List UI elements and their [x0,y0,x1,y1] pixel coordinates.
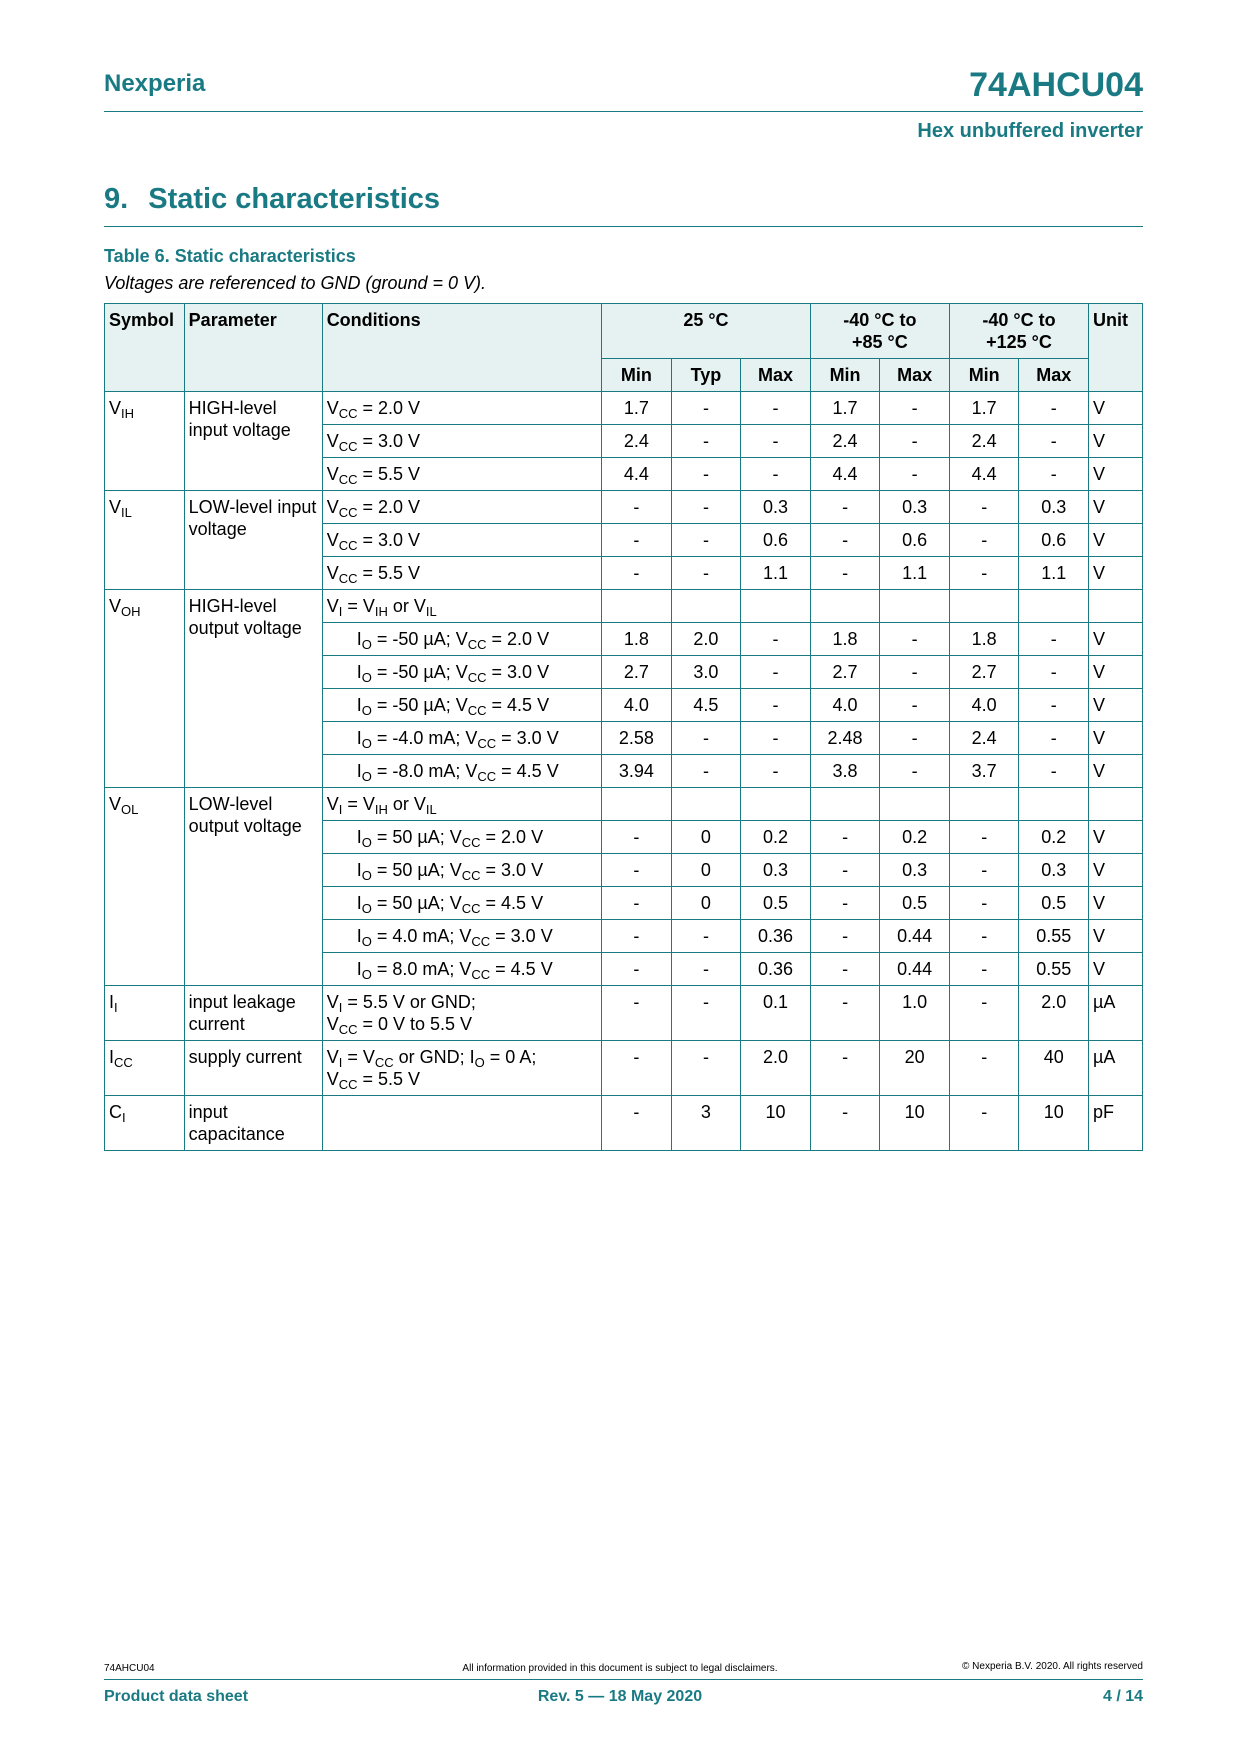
symbol-cell: $V_{OL}$ [105,788,185,986]
parameter-cell: input capacitance [184,1096,322,1151]
min-25c-cell: 4.0 [602,689,672,722]
table-row [105,986,1143,1041]
footer-divider [104,1679,1143,1680]
symbol-cell: $I_I$ [105,986,185,1041]
min-25c-cell: - [602,986,672,1041]
min-85c-cell [810,590,880,623]
unit-cell: V [1089,491,1143,524]
max-25c-cell [741,788,811,821]
min-125c-cell: - [949,491,1019,524]
min-85c-cell: - [810,1096,880,1151]
table-row [105,788,1143,821]
min-85c-cell [810,788,880,821]
min-125c-cell: - [949,1096,1019,1151]
min-25c-cell: 2.7 [602,656,672,689]
table-body [105,392,1143,1151]
conditions-cell: $V_I = V_{IH}$ or $V_{IL}$ [322,788,601,821]
min-25c-cell: - [602,524,672,557]
header-symbol: Symbol [105,304,185,392]
typ-25c-cell: - [671,920,741,953]
max-125c-cell: 2.0 [1019,986,1089,1041]
min-85c-cell: - [810,557,880,590]
typ-25c-cell [671,788,741,821]
max-125c-cell: - [1019,656,1089,689]
conditions-cell: $V_{CC} = 3.0$ V [322,425,601,458]
typ-25c-cell: 4.5 [671,689,741,722]
max-25c-cell: 0.3 [741,854,811,887]
max-125c-cell: - [1019,425,1089,458]
max-85c-cell: 0.3 [880,854,950,887]
min-85c-cell: 2.4 [810,425,880,458]
conditions-cell: $V_I = 5.5$ V or GND; $V_{CC} = 0$ V to 5.5 V [322,986,601,1041]
max-125c-cell: - [1019,392,1089,425]
table-caption: Table 6. Static characteristics [104,246,356,266]
parameter-cell: LOW-level output voltage [184,788,322,986]
min-25c-cell: 1.8 [602,623,672,656]
min-125c-cell: 2.7 [949,656,1019,689]
unit-cell: µA [1089,986,1143,1041]
min-25c-cell [602,590,672,623]
max-85c-cell: 10 [880,1096,950,1151]
section-title: Static characteristics [148,183,441,215]
conditions-cell: $I_O = -50$ µA; $V_{CC} = 4.5$ V [322,689,601,722]
conditions-cell: $V_{CC} = 5.5$ V [322,458,601,491]
max-25c-cell: - [741,755,811,788]
table-row [105,1096,1143,1151]
max-25c-cell: - [741,623,811,656]
min-25c-cell: - [602,557,672,590]
header-125c-line2: +125 °C [986,332,1052,352]
min-25c-cell: 4.4 [602,458,672,491]
typ-25c-cell: - [671,491,741,524]
max-25c-cell: 0.3 [741,491,811,524]
min-125c-cell: 1.7 [949,392,1019,425]
header-typ: Typ [671,359,741,392]
unit-cell: V [1089,722,1143,755]
max-125c-cell: 0.55 [1019,953,1089,986]
footer-page-number: 4 / 14 [1102,1688,1143,1705]
min-85c-cell: 2.48 [810,722,880,755]
min-25c-cell: 2.58 [602,722,672,755]
max-85c-cell: 0.5 [880,887,950,920]
brand-name: Nexperia [104,70,206,97]
conditions-cell: $V_I = V_{CC}$ or GND; $I_O = 0$ A; $V_{CC} = 5.5$ V [322,1041,601,1096]
conditions-cell [322,1096,601,1151]
max-125c-cell: - [1019,689,1089,722]
conditions-cell: $I_O = -8.0$ mA; $V_{CC} = 4.5$ V [322,755,601,788]
header-125c [949,304,1088,359]
min-85c-cell: 2.7 [810,656,880,689]
header-divider [104,111,1143,112]
max-85c-cell: - [880,689,950,722]
min-125c-cell: - [949,920,1019,953]
min-85c-cell: - [810,920,880,953]
section-divider [104,226,1143,227]
max-85c-cell: 0.3 [880,491,950,524]
header-85c-line1: -40 °C to [843,310,917,330]
min-125c-cell: 2.4 [949,722,1019,755]
min-125c-cell: - [949,986,1019,1041]
min-25c-cell [602,788,672,821]
document-subtitle: Hex unbuffered inverter [917,120,1143,142]
header-85c-line2: +85 °C [851,332,908,352]
min-25c-cell: - [602,1096,672,1151]
max-25c-cell: 0.2 [741,821,811,854]
typ-25c-cell: - [671,953,741,986]
section-heading [104,183,440,216]
unit-cell: V [1089,821,1143,854]
max-85c-cell: 1.0 [880,986,950,1041]
typ-25c-cell: - [671,755,741,788]
header-max: Max [741,359,811,392]
footer-document-type: Product data sheet [104,1688,249,1705]
conditions-cell: $I_O = -4.0$ mA; $V_{CC} = 3.0$ V [322,722,601,755]
min-85c-cell: 1.7 [810,392,880,425]
static-characteristics-table [104,303,1143,1151]
min-85c-cell: - [810,953,880,986]
typ-25c-cell: - [671,986,741,1041]
unit-cell: µA [1089,1041,1143,1096]
max-125c-cell: - [1019,458,1089,491]
parameter-cell: LOW-level input voltage [184,491,322,590]
unit-cell: V [1089,623,1143,656]
max-85c-cell: - [880,425,950,458]
min-25c-cell: 3.94 [602,755,672,788]
min-85c-cell: 1.8 [810,623,880,656]
min-85c-cell: - [810,524,880,557]
section-number: 9. [104,183,129,215]
min-125c-cell: 4.4 [949,458,1019,491]
max-25c-cell: 1.1 [741,557,811,590]
typ-25c-cell: 3 [671,1096,741,1151]
typ-25c-cell: - [671,1041,741,1096]
header-85c [810,304,949,359]
conditions-cell: $I_O = 50$ µA; $V_{CC} = 3.0$ V [322,854,601,887]
min-125c-cell: 2.4 [949,425,1019,458]
conditions-cell: $V_{CC} = 2.0$ V [322,491,601,524]
min-85c-cell: 4.4 [810,458,880,491]
min-85c-cell: - [810,1041,880,1096]
min-125c-cell: - [949,821,1019,854]
header-max: Max [880,359,950,392]
max-85c-cell: 0.44 [880,953,950,986]
unit-cell: V [1089,887,1143,920]
typ-25c-cell: - [671,557,741,590]
max-125c-cell: 0.3 [1019,854,1089,887]
max-25c-cell: 0.36 [741,953,811,986]
table-row [105,491,1143,524]
max-85c-cell [880,590,950,623]
max-85c-cell: 0.6 [880,524,950,557]
typ-25c-cell: 0 [671,854,741,887]
unit-cell: V [1089,524,1143,557]
table-note: Voltages are referenced to GND (ground = 0 V). [104,273,487,293]
max-25c-cell: 0.5 [741,887,811,920]
min-25c-cell: 1.7 [602,392,672,425]
min-125c-cell [949,590,1019,623]
max-125c-cell [1019,788,1089,821]
typ-25c-cell: 0 [671,821,741,854]
symbol-cell: $I_{CC}$ [105,1041,185,1096]
max-125c-cell: 1.1 [1019,557,1089,590]
max-25c-cell: 2.0 [741,1041,811,1096]
table-row [105,590,1143,623]
max-85c-cell: - [880,392,950,425]
min-125c-cell: 3.7 [949,755,1019,788]
min-25c-cell: - [602,953,672,986]
min-25c-cell: - [602,1041,672,1096]
unit-cell: V [1089,392,1143,425]
parameter-cell: HIGH-level input voltage [184,392,322,491]
unit-cell [1089,788,1143,821]
typ-25c-cell: 0 [671,887,741,920]
max-85c-cell: - [880,755,950,788]
max-85c-cell: - [880,656,950,689]
unit-cell: V [1089,425,1143,458]
unit-cell: V [1089,458,1143,491]
typ-25c-cell: - [671,425,741,458]
min-25c-cell: - [602,854,672,887]
min-85c-cell: - [810,491,880,524]
max-25c-cell: - [741,425,811,458]
table-row [105,1041,1143,1096]
typ-25c-cell [671,590,741,623]
typ-25c-cell: 3.0 [671,656,741,689]
parameter-cell: input leakage current [184,986,322,1041]
max-85c-cell [880,788,950,821]
max-125c-cell: 40 [1019,1041,1089,1096]
typ-25c-cell: 2.0 [671,623,741,656]
min-125c-cell: 1.8 [949,623,1019,656]
min-125c-cell: - [949,953,1019,986]
typ-25c-cell: - [671,458,741,491]
symbol-cell: $V_{IL}$ [105,491,185,590]
unit-cell: V [1089,755,1143,788]
min-125c-cell: - [949,887,1019,920]
max-85c-cell: - [880,458,950,491]
conditions-cell: $V_{CC} = 5.5$ V [322,557,601,590]
conditions-cell: $V_{CC} = 3.0$ V [322,524,601,557]
min-85c-cell: 3.8 [810,755,880,788]
min-25c-cell: - [602,821,672,854]
unit-cell: V [1089,656,1143,689]
min-25c-cell: 2.4 [602,425,672,458]
max-125c-cell: - [1019,623,1089,656]
document-title: 74AHCU04 [969,66,1143,104]
unit-cell: V [1089,920,1143,953]
max-25c-cell: - [741,656,811,689]
conditions-cell: $I_O = 50$ µA; $V_{CC} = 4.5$ V [322,887,601,920]
max-125c-cell: 0.6 [1019,524,1089,557]
min-125c-cell [949,788,1019,821]
footer-disclaimer: All information provided in this document is subject to legal disclaimers. [462,1663,778,1674]
max-125c-cell: - [1019,755,1089,788]
max-85c-cell: 1.1 [880,557,950,590]
unit-cell: V [1089,953,1143,986]
conditions-cell: $V_{CC} = 2.0$ V [322,392,601,425]
max-25c-cell: 10 [741,1096,811,1151]
conditions-cell: $V_I = V_{IH}$ or $V_{IL}$ [322,590,601,623]
max-125c-cell: 10 [1019,1096,1089,1151]
min-85c-cell: 4.0 [810,689,880,722]
min-85c-cell: - [810,887,880,920]
header-parameter: Parameter [184,304,322,392]
footer-document-id: 74AHCU04 [104,1663,155,1674]
typ-25c-cell: - [671,722,741,755]
header-unit: Unit [1089,304,1143,392]
table-row [105,392,1143,425]
min-25c-cell: - [602,920,672,953]
max-125c-cell: 0.3 [1019,491,1089,524]
footer-copyright: © Nexperia B.V. 2020. All rights reserved [962,1661,1143,1672]
unit-cell [1089,590,1143,623]
header-min: Min [602,359,672,392]
min-125c-cell: - [949,1041,1019,1096]
max-85c-cell: 20 [880,1041,950,1096]
min-85c-cell: - [810,854,880,887]
conditions-cell: $I_O = -50$ µA; $V_{CC} = 3.0$ V [322,656,601,689]
max-125c-cell: 0.55 [1019,920,1089,953]
min-125c-cell: 4.0 [949,689,1019,722]
max-25c-cell: 0.6 [741,524,811,557]
max-25c-cell: - [741,689,811,722]
max-25c-cell: - [741,392,811,425]
typ-25c-cell: - [671,524,741,557]
header-min: Min [810,359,880,392]
parameter-cell: supply current [184,1041,322,1096]
min-125c-cell: - [949,557,1019,590]
min-85c-cell: - [810,986,880,1041]
max-25c-cell: - [741,722,811,755]
max-25c-cell: 0.1 [741,986,811,1041]
min-25c-cell: - [602,887,672,920]
header-conditions: Conditions [322,304,601,392]
max-85c-cell: 0.44 [880,920,950,953]
conditions-cell: $I_O = -50$ µA; $V_{CC} = 2.0$ V [322,623,601,656]
symbol-cell: $V_{OH}$ [105,590,185,788]
min-125c-cell: - [949,524,1019,557]
max-85c-cell: - [880,722,950,755]
max-25c-cell: 0.36 [741,920,811,953]
conditions-cell: $I_O = 4.0$ mA; $V_{CC} = 3.0$ V [322,920,601,953]
min-25c-cell: - [602,491,672,524]
header-min: Min [949,359,1019,392]
min-85c-cell: - [810,821,880,854]
conditions-cell: $I_O = 8.0$ mA; $V_{CC} = 4.5$ V [322,953,601,986]
unit-cell: V [1089,689,1143,722]
header-max: Max [1019,359,1089,392]
max-125c-cell [1019,590,1089,623]
max-125c-cell: - [1019,722,1089,755]
unit-cell: pF [1089,1096,1143,1151]
max-125c-cell: 0.5 [1019,887,1089,920]
max-25c-cell [741,590,811,623]
footer-revision: Rev. 5 — 18 May 2020 [537,1688,703,1705]
conditions-cell: $I_O = 50$ µA; $V_{CC} = 2.0$ V [322,821,601,854]
max-125c-cell: 0.2 [1019,821,1089,854]
max-25c-cell: - [741,458,811,491]
typ-25c-cell: - [671,392,741,425]
symbol-cell: $V_{IH}$ [105,392,185,491]
header-25c: 25 °C [602,304,811,359]
max-85c-cell: 0.2 [880,821,950,854]
unit-cell: V [1089,557,1143,590]
max-85c-cell: - [880,623,950,656]
header-125c-line1: -40 °C to [982,310,1056,330]
parameter-cell: HIGH-level output voltage [184,590,322,788]
min-125c-cell: - [949,854,1019,887]
unit-cell: V [1089,854,1143,887]
symbol-cell: $C_I$ [105,1096,185,1151]
